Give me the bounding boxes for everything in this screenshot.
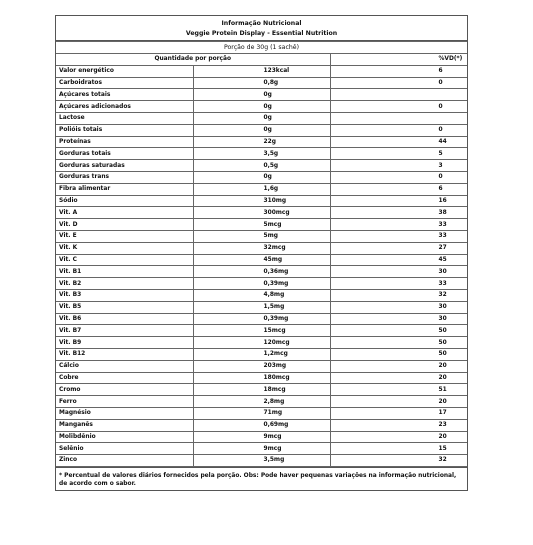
table-row — [56, 242, 467, 254]
nutrient-quantity: 0,8g — [193, 77, 330, 89]
nutrient-vd: 44 — [330, 136, 467, 148]
nutrient-quantity: 180mcg — [193, 372, 330, 384]
nutrient-vd: 3 — [330, 160, 467, 172]
nutrient-name: Cromo — [56, 384, 193, 396]
nutrient-name: Molibdênio — [56, 431, 193, 443]
nutrient-quantity: 0g — [193, 124, 330, 136]
nutrient-name: Açúcares totais — [56, 89, 193, 101]
nutrient-quantity: 123kcal — [193, 65, 330, 77]
table-row — [56, 171, 467, 183]
nutrient-quantity: 0,39mg — [193, 313, 330, 325]
table-row — [56, 112, 467, 124]
table-row — [56, 136, 467, 148]
nutrient-name: Gorduras totais — [56, 148, 193, 160]
nutrient-vd: 33 — [330, 278, 467, 290]
table-row — [56, 195, 467, 207]
table-row — [56, 219, 467, 231]
nutrient-quantity: 0,36mg — [193, 266, 330, 278]
nutrient-name: Polióis totais — [56, 124, 193, 136]
nutrient-quantity: 0g — [193, 101, 330, 113]
table-row — [56, 207, 467, 219]
nutrient-vd: 27 — [330, 242, 467, 254]
table-row — [56, 372, 467, 384]
table-row — [56, 313, 467, 325]
nutrient-quantity: 9mcg — [193, 431, 330, 443]
nutrient-name: Valor energético — [56, 65, 193, 77]
table-row — [56, 183, 467, 195]
nutrient-name: Vit. B12 — [56, 348, 193, 360]
nutrient-vd: 20 — [330, 431, 467, 443]
nutrient-name: Carboidratos — [56, 77, 193, 89]
table-row — [56, 65, 467, 77]
nutrient-vd: 33 — [330, 230, 467, 242]
nutrient-vd: 32 — [330, 455, 467, 467]
nutrient-vd: 16 — [330, 195, 467, 207]
nutrient-vd: 30 — [330, 266, 467, 278]
nutrient-name: Lactose — [56, 112, 193, 124]
table-row — [56, 301, 467, 313]
nutrient-quantity: 9mcg — [193, 443, 330, 455]
nutrient-vd: 50 — [330, 348, 467, 360]
portion-label: Porção de 30g (1 sachê) — [56, 42, 467, 54]
nutrient-quantity: 0g — [193, 112, 330, 124]
footnote: * Percentual de valores diários fornecidos pela porção. Obs: Pode haver pequenas variações na informação nutricional, de acordo com o sabor. — [56, 467, 467, 490]
nutrient-quantity: 2,8mg — [193, 396, 330, 408]
nutrient-name: Sódio — [56, 195, 193, 207]
nutrient-name: Cobre — [56, 372, 193, 384]
nutrient-name: Proteínas — [56, 136, 193, 148]
nutrient-name: Vit. A — [56, 207, 193, 219]
nutrient-name: Vit. B7 — [56, 325, 193, 337]
table-row — [56, 407, 467, 419]
nutrient-quantity: 0,5g — [193, 160, 330, 172]
nutrient-name: Vit. D — [56, 219, 193, 231]
nutrient-quantity: 15mcg — [193, 325, 330, 337]
nutrient-vd: 0 — [330, 77, 467, 89]
table-row — [56, 337, 467, 349]
nutrient-name: Gorduras trans — [56, 171, 193, 183]
portion-row — [56, 42, 467, 54]
nutrient-vd: 23 — [330, 419, 467, 431]
nutrient-quantity: 45mg — [193, 254, 330, 266]
nutrient-name: Vit. B5 — [56, 301, 193, 313]
nutrient-quantity: 22g — [193, 136, 330, 148]
nutrient-vd — [330, 112, 467, 124]
nutrient-vd: 20 — [330, 396, 467, 408]
table-row — [56, 101, 467, 113]
table-row — [56, 230, 467, 242]
nutrient-name: Vit. C — [56, 254, 193, 266]
nutrient-vd: 32 — [330, 289, 467, 301]
table-row — [56, 124, 467, 136]
table-row — [56, 254, 467, 266]
nutrient-vd: 51 — [330, 384, 467, 396]
table-row — [56, 148, 467, 160]
nutrient-vd: 20 — [330, 372, 467, 384]
nutrient-name: Vit. E — [56, 230, 193, 242]
nutrient-quantity: 1,5mg — [193, 301, 330, 313]
nutrient-vd: 50 — [330, 337, 467, 349]
nutrient-vd: 6 — [330, 65, 467, 77]
nutrient-name: Selênio — [56, 443, 193, 455]
nutrient-quantity: 203mg — [193, 360, 330, 372]
nutrient-name: Vit. B6 — [56, 313, 193, 325]
nutrient-name: Vit. K — [56, 242, 193, 254]
nutrient-vd: 15 — [330, 443, 467, 455]
table-row — [56, 266, 467, 278]
table-row — [56, 431, 467, 443]
nutrient-quantity: 0,69mg — [193, 419, 330, 431]
table-row — [56, 455, 467, 467]
nutrient-quantity: 310mg — [193, 195, 330, 207]
title-line-2: Veggie Protein Display - Essential Nutrition — [185, 30, 338, 37]
nutrient-name: Vit. B1 — [56, 266, 193, 278]
nutrient-vd: 0 — [330, 101, 467, 113]
nutrient-quantity: 120mcg — [193, 337, 330, 349]
title-line-1: Informação Nutricional — [221, 20, 302, 27]
nutrient-quantity: 5mg — [193, 230, 330, 242]
table-row — [56, 160, 467, 172]
nutrition-grid — [56, 41, 467, 467]
nutrient-quantity: 4,8mg — [193, 289, 330, 301]
nutrient-quantity: 1,6g — [193, 183, 330, 195]
header-row — [56, 54, 467, 66]
nutrient-vd: 0 — [330, 124, 467, 136]
nutrient-quantity: 0g — [193, 89, 330, 101]
nutrient-name: Ferro — [56, 396, 193, 408]
nutrient-vd: 50 — [330, 325, 467, 337]
table-row — [56, 384, 467, 396]
table-title — [56, 16, 467, 41]
quantity-header: Quantidade por porção — [56, 54, 330, 66]
nutrient-vd: 17 — [330, 407, 467, 419]
vd-header: %VD(*) — [330, 54, 467, 66]
table-row — [56, 77, 467, 89]
nutrient-quantity: 32mcg — [193, 242, 330, 254]
nutrient-name: Vit. B9 — [56, 337, 193, 349]
nutrient-name: Vit. B2 — [56, 278, 193, 290]
nutrient-name: Cálcio — [56, 360, 193, 372]
table-row — [56, 419, 467, 431]
nutrient-vd: 30 — [330, 313, 467, 325]
nutrient-vd: 6 — [330, 183, 467, 195]
table-row — [56, 360, 467, 372]
nutrient-name: Açúcares adicionados — [56, 101, 193, 113]
nutrient-vd — [330, 89, 467, 101]
nutrient-vd: 20 — [330, 360, 467, 372]
nutrient-name: Zinco — [56, 455, 193, 467]
nutrient-quantity: 18mcg — [193, 384, 330, 396]
nutrient-name: Fibra alimentar — [56, 183, 193, 195]
nutrient-name: Manganês — [56, 419, 193, 431]
nutrient-vd: 0 — [330, 171, 467, 183]
table-row — [56, 278, 467, 290]
table-row — [56, 396, 467, 408]
table-row — [56, 348, 467, 360]
nutrient-vd: 38 — [330, 207, 467, 219]
table-row — [56, 325, 467, 337]
nutrient-name: Magnésio — [56, 407, 193, 419]
nutrient-quantity: 0g — [193, 171, 330, 183]
table-row — [56, 89, 467, 101]
nutrient-vd: 33 — [330, 219, 467, 231]
nutrient-name: Gorduras saturadas — [56, 160, 193, 172]
table-row — [56, 289, 467, 301]
nutrient-quantity: 3,5mg — [193, 455, 330, 467]
nutrient-quantity: 0,39mg — [193, 278, 330, 290]
nutrient-vd: 30 — [330, 301, 467, 313]
nutrient-vd: 5 — [330, 148, 467, 160]
nutrient-quantity: 300mcg — [193, 207, 330, 219]
nutrient-quantity: 5mcg — [193, 219, 330, 231]
nutrient-vd: 45 — [330, 254, 467, 266]
nutrition-table — [55, 15, 468, 491]
nutrient-quantity: 1,2mcg — [193, 348, 330, 360]
nutrient-name: Vit. B3 — [56, 289, 193, 301]
nutrient-quantity: 3,5g — [193, 148, 330, 160]
table-row — [56, 443, 467, 455]
nutrient-quantity: 71mg — [193, 407, 330, 419]
